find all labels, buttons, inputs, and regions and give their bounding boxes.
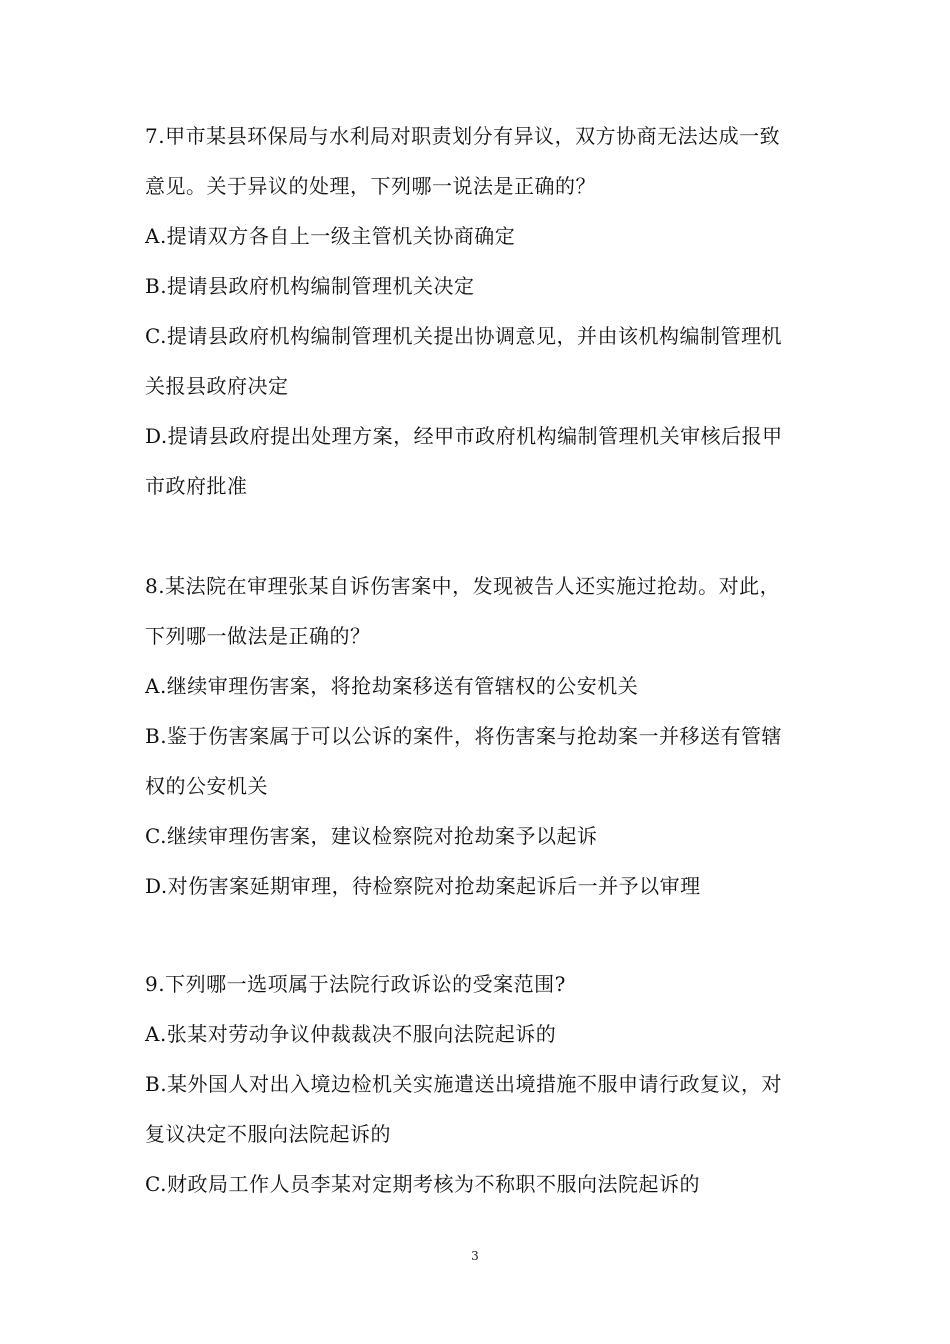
question-7-option-b: B.提请县政府机构编制管理机关决定 [145,274,475,298]
question-8-option-d: D.对伤害案延期审理，待检察院对抢劫案起诉后一并予以审理 [145,874,701,898]
question-7-stem-line-2: 意见。关于异议的处理，下列哪一说法是正确的？ [145,174,596,198]
page-number: 3 [471,1249,479,1263]
question-7-option-c-line-1: C.提请县政府机构编制管理机关提出协调意见，并由该机构编制管理机 [145,324,782,348]
question-9-option-a: A.张某对劳动争议仲裁裁决不服向法院起诉的 [145,1022,557,1046]
question-8-option-c: C.继续审理伤害案，建议检察院对抢劫案予以起诉 [145,824,598,848]
question-9-stem-line-1: 9.下列哪一选项属于法院行政诉讼的受案范围? [145,972,566,996]
question-9-option-b-line-1: B.某外国人对出入境边检机关实施遣送出境措施不服申请行政复议，对 [145,1072,783,1096]
question-7-option-a: A.提请双方各自上一级主管机关协商确定 [145,224,516,248]
question-7-option-c-line-2: 关报县政府决定 [145,374,289,398]
question-9-option-b-line-2: 复议决定不服向法院起诉的 [145,1122,391,1146]
question-7-stem-line-1: 7.甲市某县环保局与水利局对职责划分有异议，双方协商无法达成一致 [145,124,781,148]
question-8-option-b-line-2: 权的公安机关 [145,774,268,798]
question-7-option-d-line-2: 市政府批准 [145,474,248,498]
question-9-option-c: C.财政局工作人员李某对定期考核为不称职不服向法院起诉的 [145,1172,700,1196]
question-8-option-a: A.继续审理伤害案，将抢劫案移送有管辖权的公安机关 [145,674,639,698]
question-8-option-b-line-1: B.鉴于伤害案属于可以公诉的案件，将伤害案与抢劫案一并移送有管辖 [145,724,783,748]
question-8-stem-line-1: 8.某法院在审理张某自诉伤害案中，发现被告人还实施过抢劫。对此， [145,574,781,598]
question-8-stem-line-2: 下列哪一做法是正确的？ [145,624,371,648]
question-7-option-d-line-1: D.提请县政府提出处理方案，经甲市政府机构编制管理机关审核后报甲 [145,424,783,448]
